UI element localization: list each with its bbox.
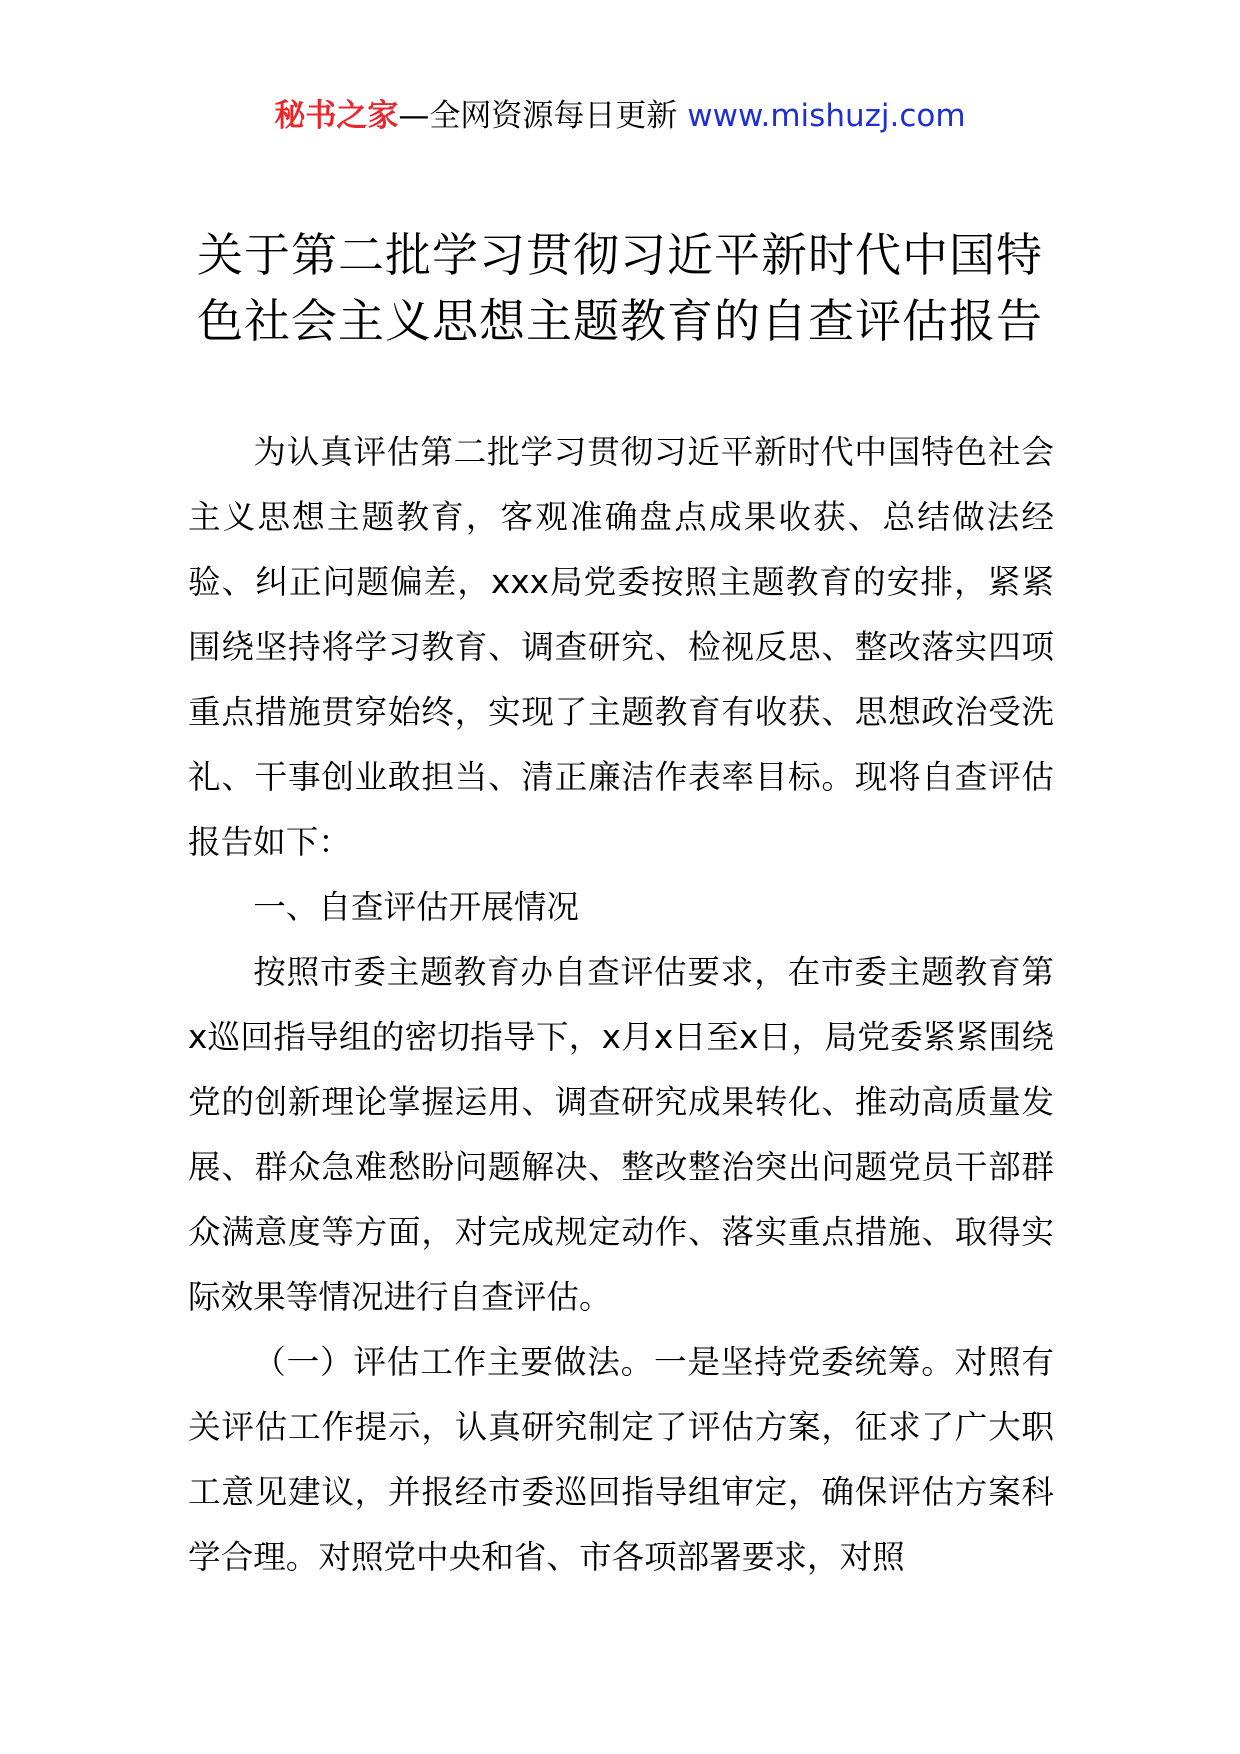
body-paragraph: 按照市委主题教育办自查评估要求，在市委主题教育第x巡回指导组的密切指导下，x月x日至x日，局党委紧紧围绕党的创新理论掌握运用、调查研究成果转化、推动高质量发展、群众急难愁盼问题解决、整改整治突出问题党员干部群众满意度等方面，对完成规定动作、落实重点措施、取得实际效果等情况进行自查评估。 — [188, 953, 1054, 1316]
document-body — [188, 420, 1054, 1590]
section-heading: 一、自查评估开展情况 — [253, 888, 579, 926]
document-title — [120, 222, 1120, 354]
document-title-line: 色社会主义思想主题教育的自查评估报告 — [197, 294, 1043, 348]
body-paragraph-intro: 为认真评估第二批学习贯彻习近平新时代中国特色社会主义思想主题教育，客观准确盘点成果收获、总结做法经验、纠正问题偏差，xxx局党委按照主题教育的安排，紧紧围绕坚持将学习教育、调查研究、检视反思、整改落实四项重点措施贯穿始终，实现了主题教育有收获、思想政治受洗礼、干事创业敢担当、清正廉洁作表率目标。现将自查评估报告如下： — [188, 433, 1054, 861]
document-title-line: 关于第二批学习贯彻习近平新时代中国特 — [197, 228, 1043, 282]
site-header — [0, 96, 1240, 136]
header-slogan: —全网资源每日更新 — [398, 98, 688, 134]
body-paragraph: （一）评估工作主要做法。一是坚持党委统筹。对照有关评估工作提示，认真研究制定了评估方案，征求了广大职工意见建议，并报经市委巡回指导组审定，确保评估方案科学合理。对照党中央和省、市各项部署要求，对照 — [188, 1343, 1054, 1576]
header-brand: 秘书之家 — [274, 98, 399, 134]
header-url-link[interactable]: www.mishuzj.com — [687, 98, 966, 134]
